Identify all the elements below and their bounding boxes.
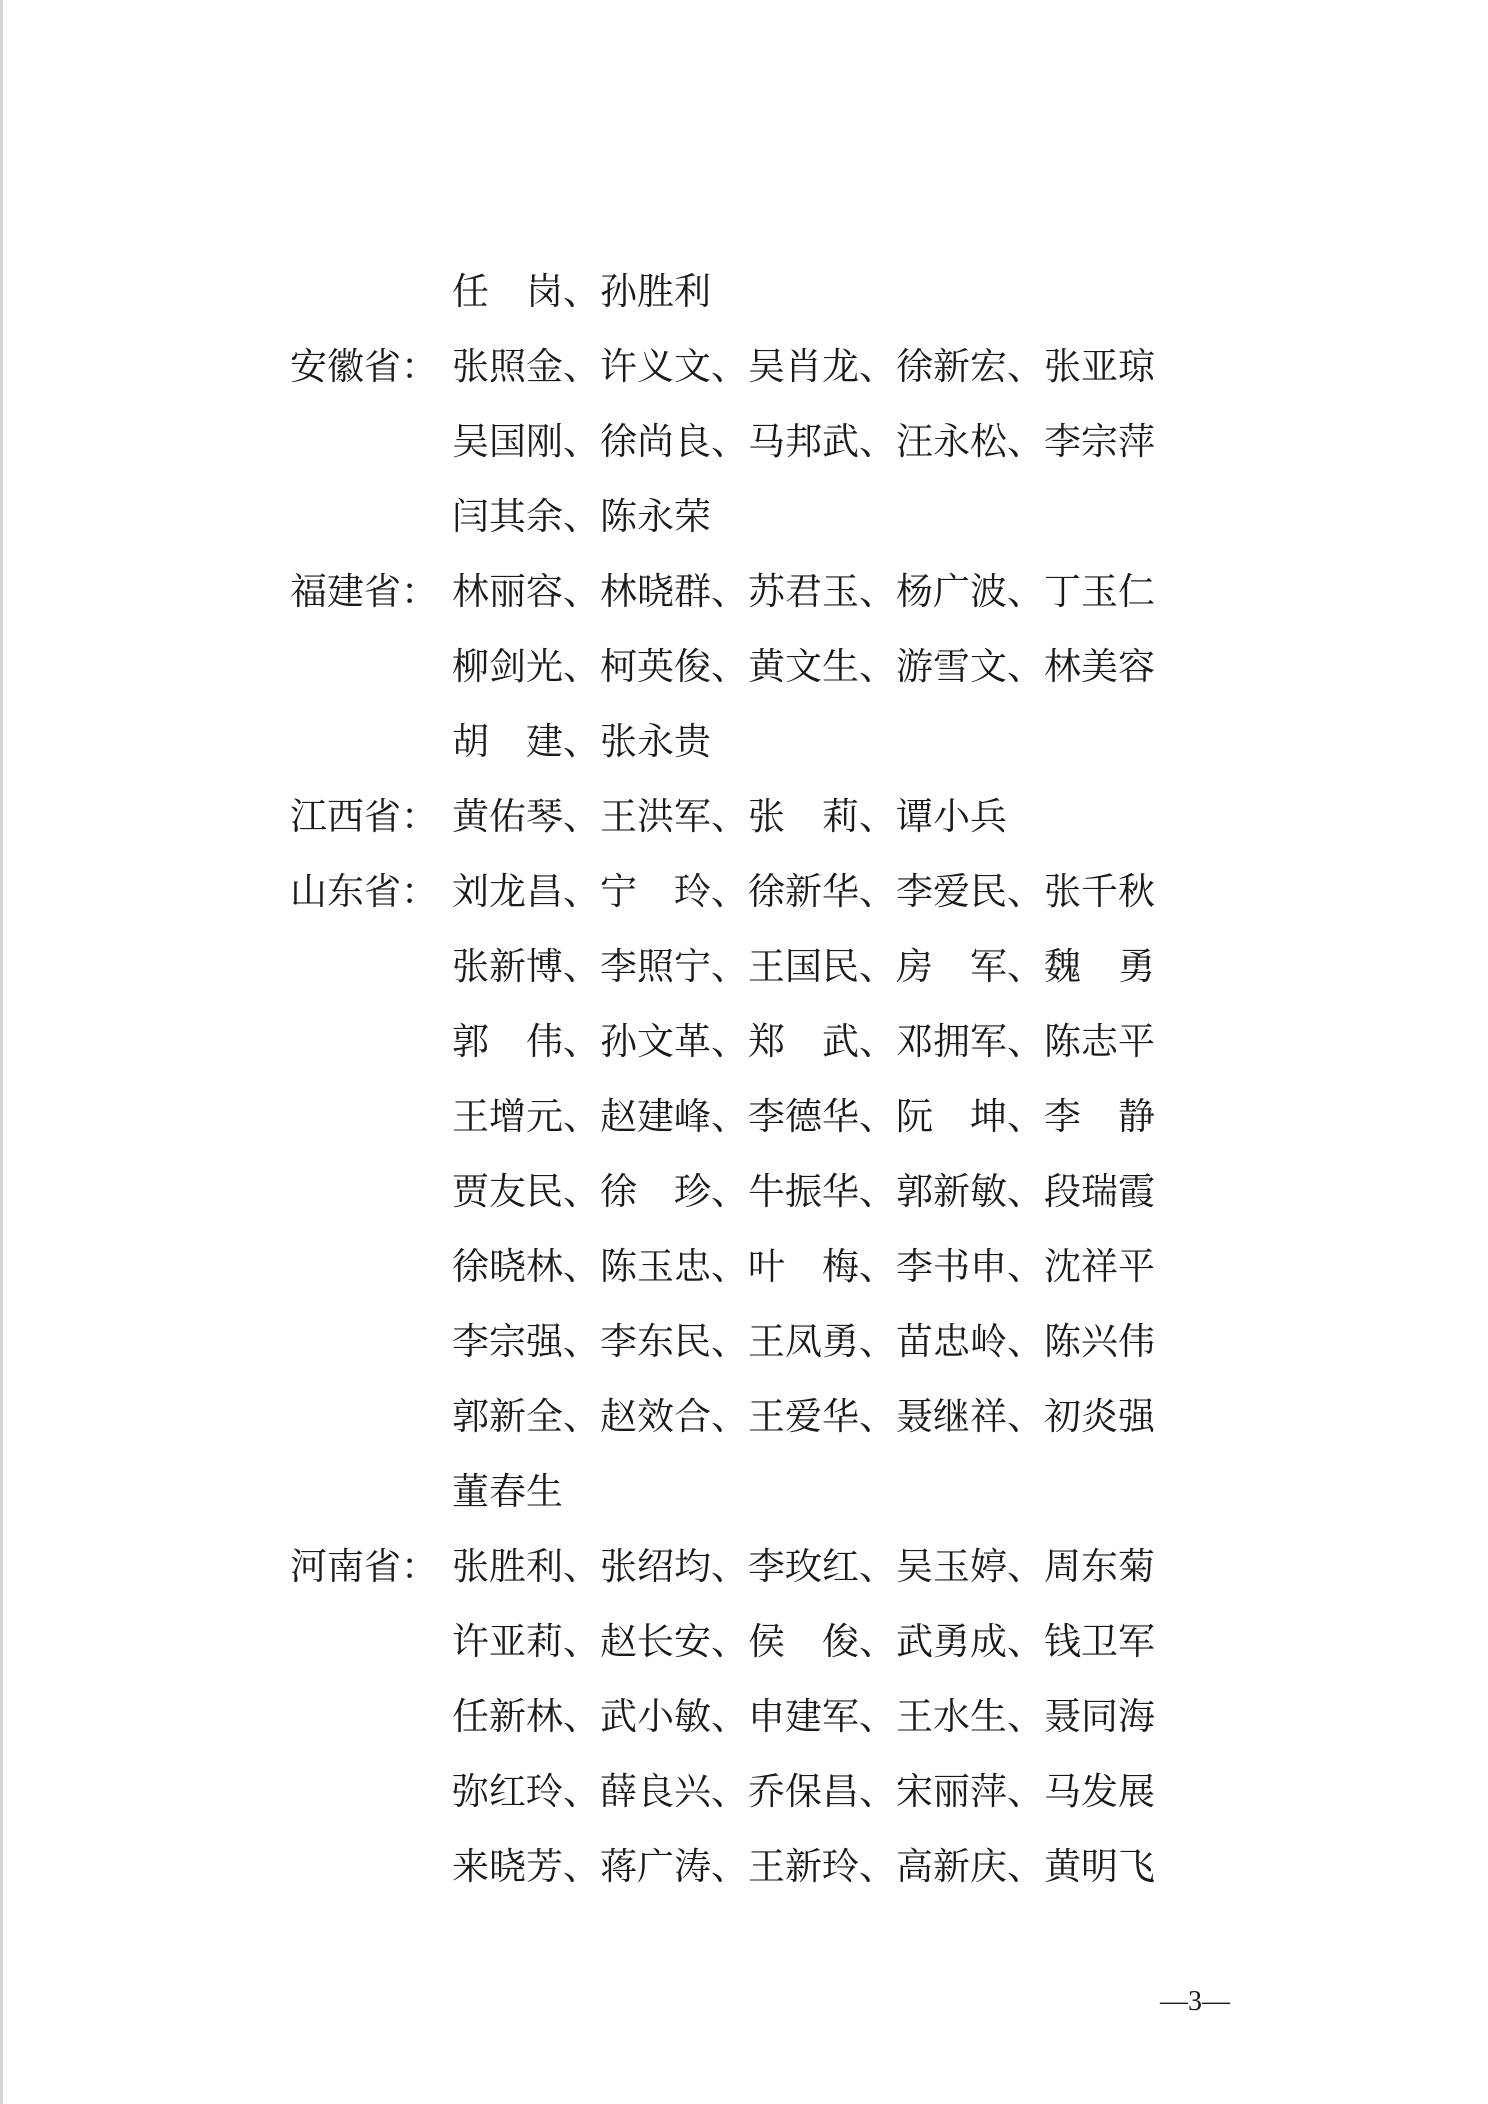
text-line [0,1087,1488,1147]
page-number: —3— [1160,1986,1230,2017]
text-line [0,1462,1488,1522]
name-list: 胡 建、张永贵 [452,720,711,763]
province-label: 河南省： [290,1545,438,1588]
province-label: 江西省： [290,795,438,838]
text-line [0,1387,1488,1447]
name-list: 张照金、许义文、吴肖龙、徐新宏、张亚琼 [452,345,1155,388]
name-list: 许亚莉、赵长安、侯 俊、武勇成、钱卫军 [452,1620,1155,1663]
text-line [0,487,1488,547]
province-label: 福建省： [290,570,438,613]
text-line [0,1012,1488,1072]
province-label: 安徽省： [290,345,438,388]
text-line [0,562,1488,622]
name-list: 来晓芳、蒋广涛、王新玲、高新庆、黄明飞 [452,1845,1155,1888]
name-list: 吴国刚、徐尚良、马邦武、汪永松、李宗萍 [452,420,1155,463]
name-list: 弥红玲、薛良兴、乔保昌、宋丽萍、马发展 [452,1770,1155,1813]
text-line [0,937,1488,997]
name-list: 郭 伟、孙文革、郑 武、邓拥军、陈志平 [452,1020,1155,1063]
name-list: 张胜利、张绍均、李玫红、吴玉婷、周东菊 [452,1545,1155,1588]
province-label: 山东省： [290,870,438,913]
text-line [0,637,1488,697]
name-list: 徐晓林、陈玉忠、叶 梅、李书申、沈祥平 [452,1245,1155,1288]
name-list: 黄佑琴、王洪军、张 莉、谭小兵 [452,795,1007,838]
name-list: 刘龙昌、宁 玲、徐新华、李爱民、张千秋 [452,870,1155,913]
text-line [0,1537,1488,1597]
text-line [0,1312,1488,1372]
name-list: 李宗强、李东民、王凤勇、苗忠岭、陈兴伟 [452,1320,1155,1363]
name-list: 任新林、武小敏、申建军、王水生、聂同海 [452,1695,1155,1738]
text-line [0,1762,1488,1822]
text-line [0,1612,1488,1672]
name-list: 任 岗、孙胜利 [452,270,711,313]
text-line [0,712,1488,772]
text-line [0,412,1488,472]
text-line [0,862,1488,922]
text-line [0,787,1488,847]
text-line [0,1162,1488,1222]
name-list: 贾友民、徐 珍、牛振华、郭新敏、段瑞霞 [452,1170,1155,1213]
text-line [0,1687,1488,1747]
text-line [0,262,1488,322]
name-list: 董春生 [452,1470,563,1513]
name-list: 王增元、赵建峰、李德华、阮 坤、李 静 [452,1095,1155,1138]
name-list: 柳剑光、柯英俊、黄文生、游雪文、林美容 [452,645,1155,688]
name-list: 张新博、李照宁、王国民、房 军、魏 勇 [452,945,1155,988]
text-line [0,1237,1488,1297]
text-line [0,1837,1488,1897]
name-list: 闫其余、陈永荣 [452,495,711,538]
name-list: 林丽容、林晓群、苏君玉、杨广波、丁玉仁 [452,570,1155,613]
text-line [0,337,1488,397]
name-list: 郭新全、赵效合、王爱华、聂继祥、初炎强 [452,1395,1155,1438]
